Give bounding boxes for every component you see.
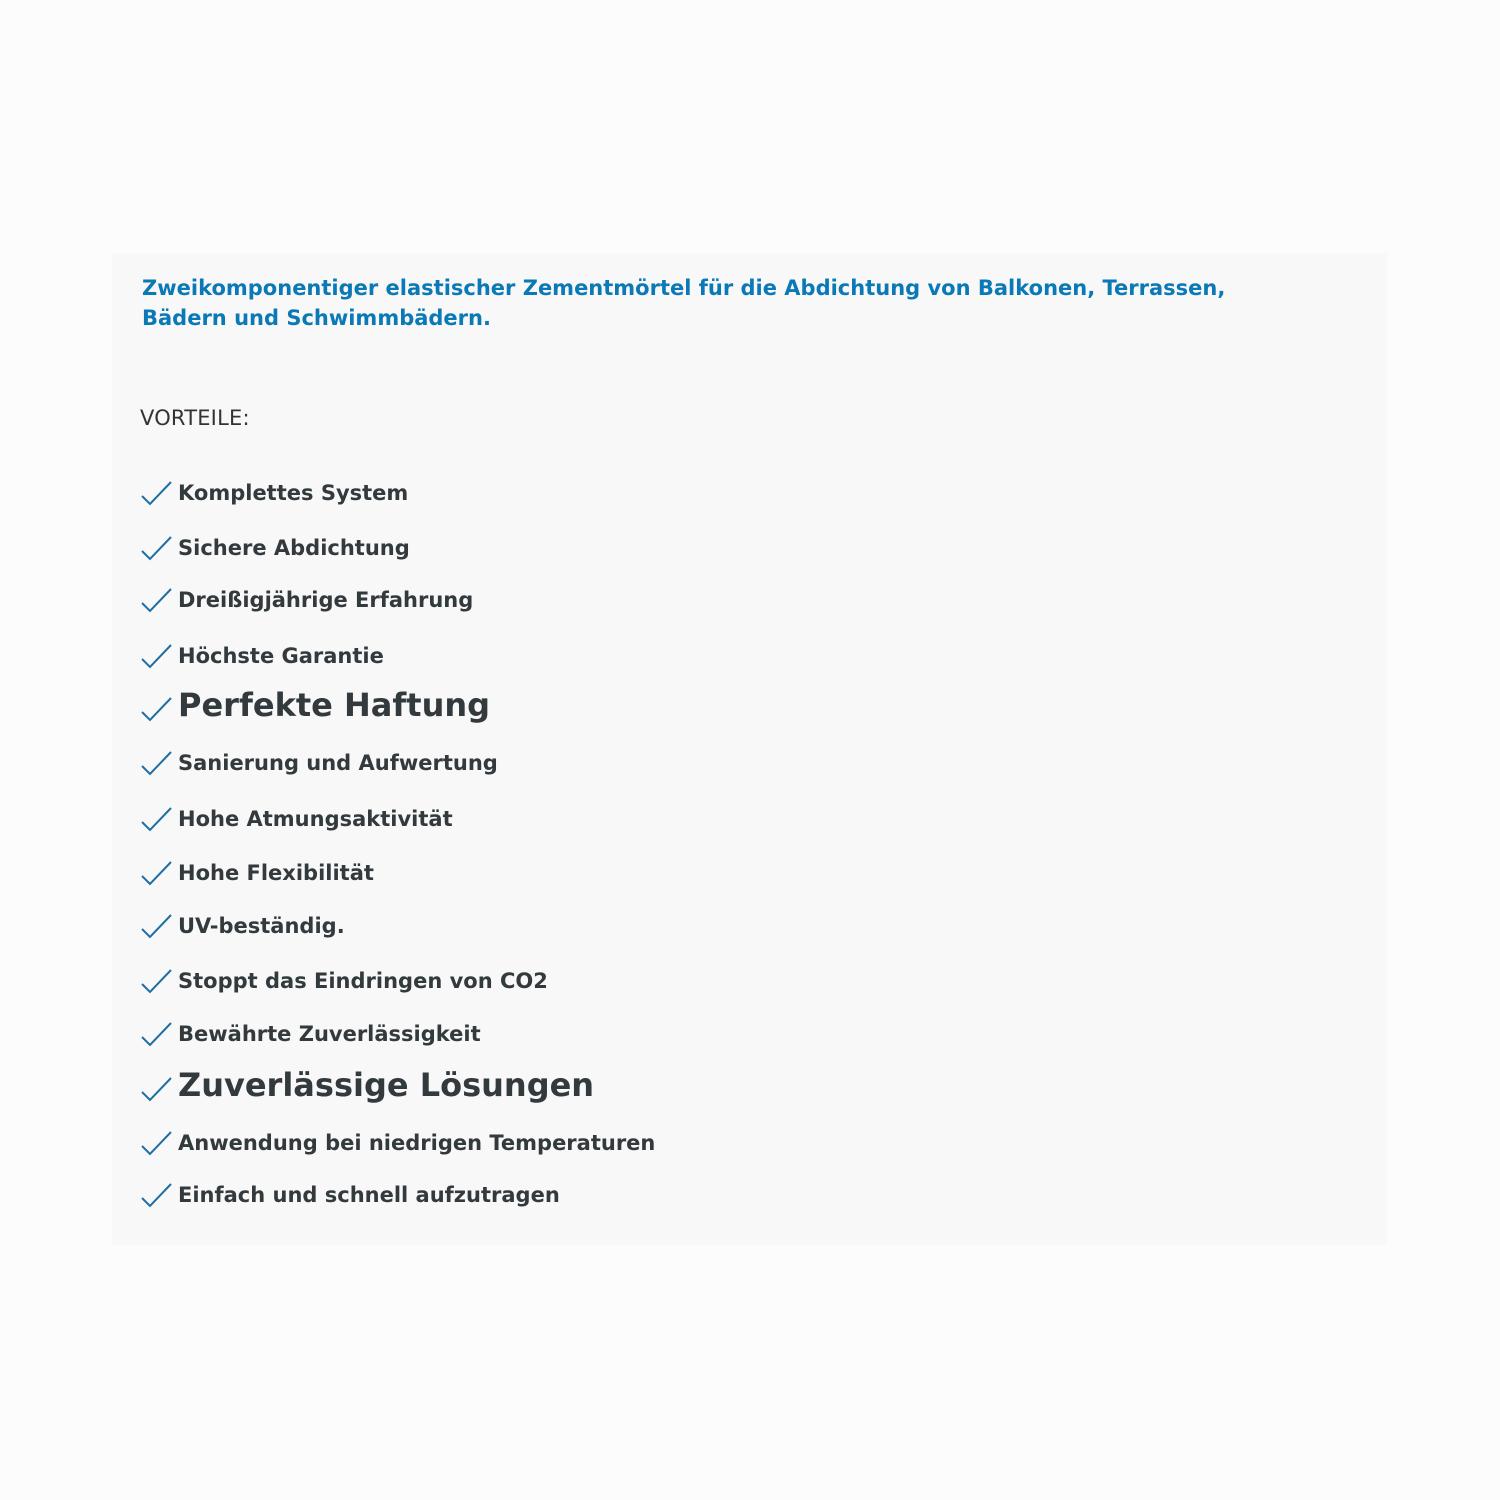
check-icon: [140, 694, 174, 724]
check-icon: [140, 748, 174, 778]
list-item: [140, 1118, 655, 1158]
check-icon: [140, 858, 174, 888]
benefit-label: Sichere Abdichtung: [178, 536, 410, 560]
list-item: [140, 848, 374, 888]
check-icon: [140, 804, 174, 834]
benefit-label: Anwendung bei niedrigen Temperaturen: [178, 1131, 656, 1155]
list-item: [140, 1009, 481, 1049]
check-icon: [140, 1074, 174, 1104]
list-item: [140, 1170, 560, 1210]
product-headline: Zweikomponentiger elastischer Zementmörtel für die Abdichtung von Balkonen, Terrassen, Bädern und Schwimmbädern.: [142, 276, 1226, 330]
check-icon: [140, 585, 174, 615]
list-item: [140, 684, 490, 724]
list-item: [140, 631, 384, 671]
check-icon: [140, 641, 174, 671]
list-item: [140, 901, 345, 941]
check-icon: [140, 911, 174, 941]
benefit-label: Komplettes System: [178, 481, 409, 505]
benefits-section-label: VORTEILE:: [140, 406, 250, 430]
check-icon: [140, 1128, 174, 1158]
list-item: [140, 575, 473, 615]
list-item: [140, 794, 453, 834]
benefit-label: Einfach und schnell aufzutragen: [178, 1183, 560, 1207]
check-icon: [140, 1019, 174, 1049]
benefit-label: UV-beständig.: [178, 914, 345, 938]
list-item: [140, 1064, 594, 1104]
check-icon: [140, 966, 174, 996]
benefit-label: Hohe Atmungsaktivität: [178, 807, 453, 831]
benefit-label: Bewährte Zuverlässigkeit: [178, 1022, 481, 1046]
benefit-label: Stoppt das Eindringen von CO2: [178, 969, 548, 993]
check-icon: [140, 478, 174, 508]
benefit-label: Höchste Garantie: [178, 644, 384, 668]
check-icon: [140, 533, 174, 563]
list-item: [140, 468, 408, 508]
benefit-label: Zuverlässige Lösungen: [178, 1066, 595, 1104]
check-icon: [140, 1180, 174, 1210]
benefit-label: Dreißigjährige Erfahrung: [178, 588, 474, 612]
benefit-label: Hohe Flexibilität: [178, 861, 374, 885]
list-item: [140, 738, 498, 778]
benefit-label: Perfekte Haftung: [178, 686, 491, 724]
list-item: [140, 956, 548, 996]
benefit-label: Sanierung und Aufwertung: [178, 751, 498, 775]
product-description-card: [112, 253, 1387, 1245]
list-item: [140, 523, 410, 563]
